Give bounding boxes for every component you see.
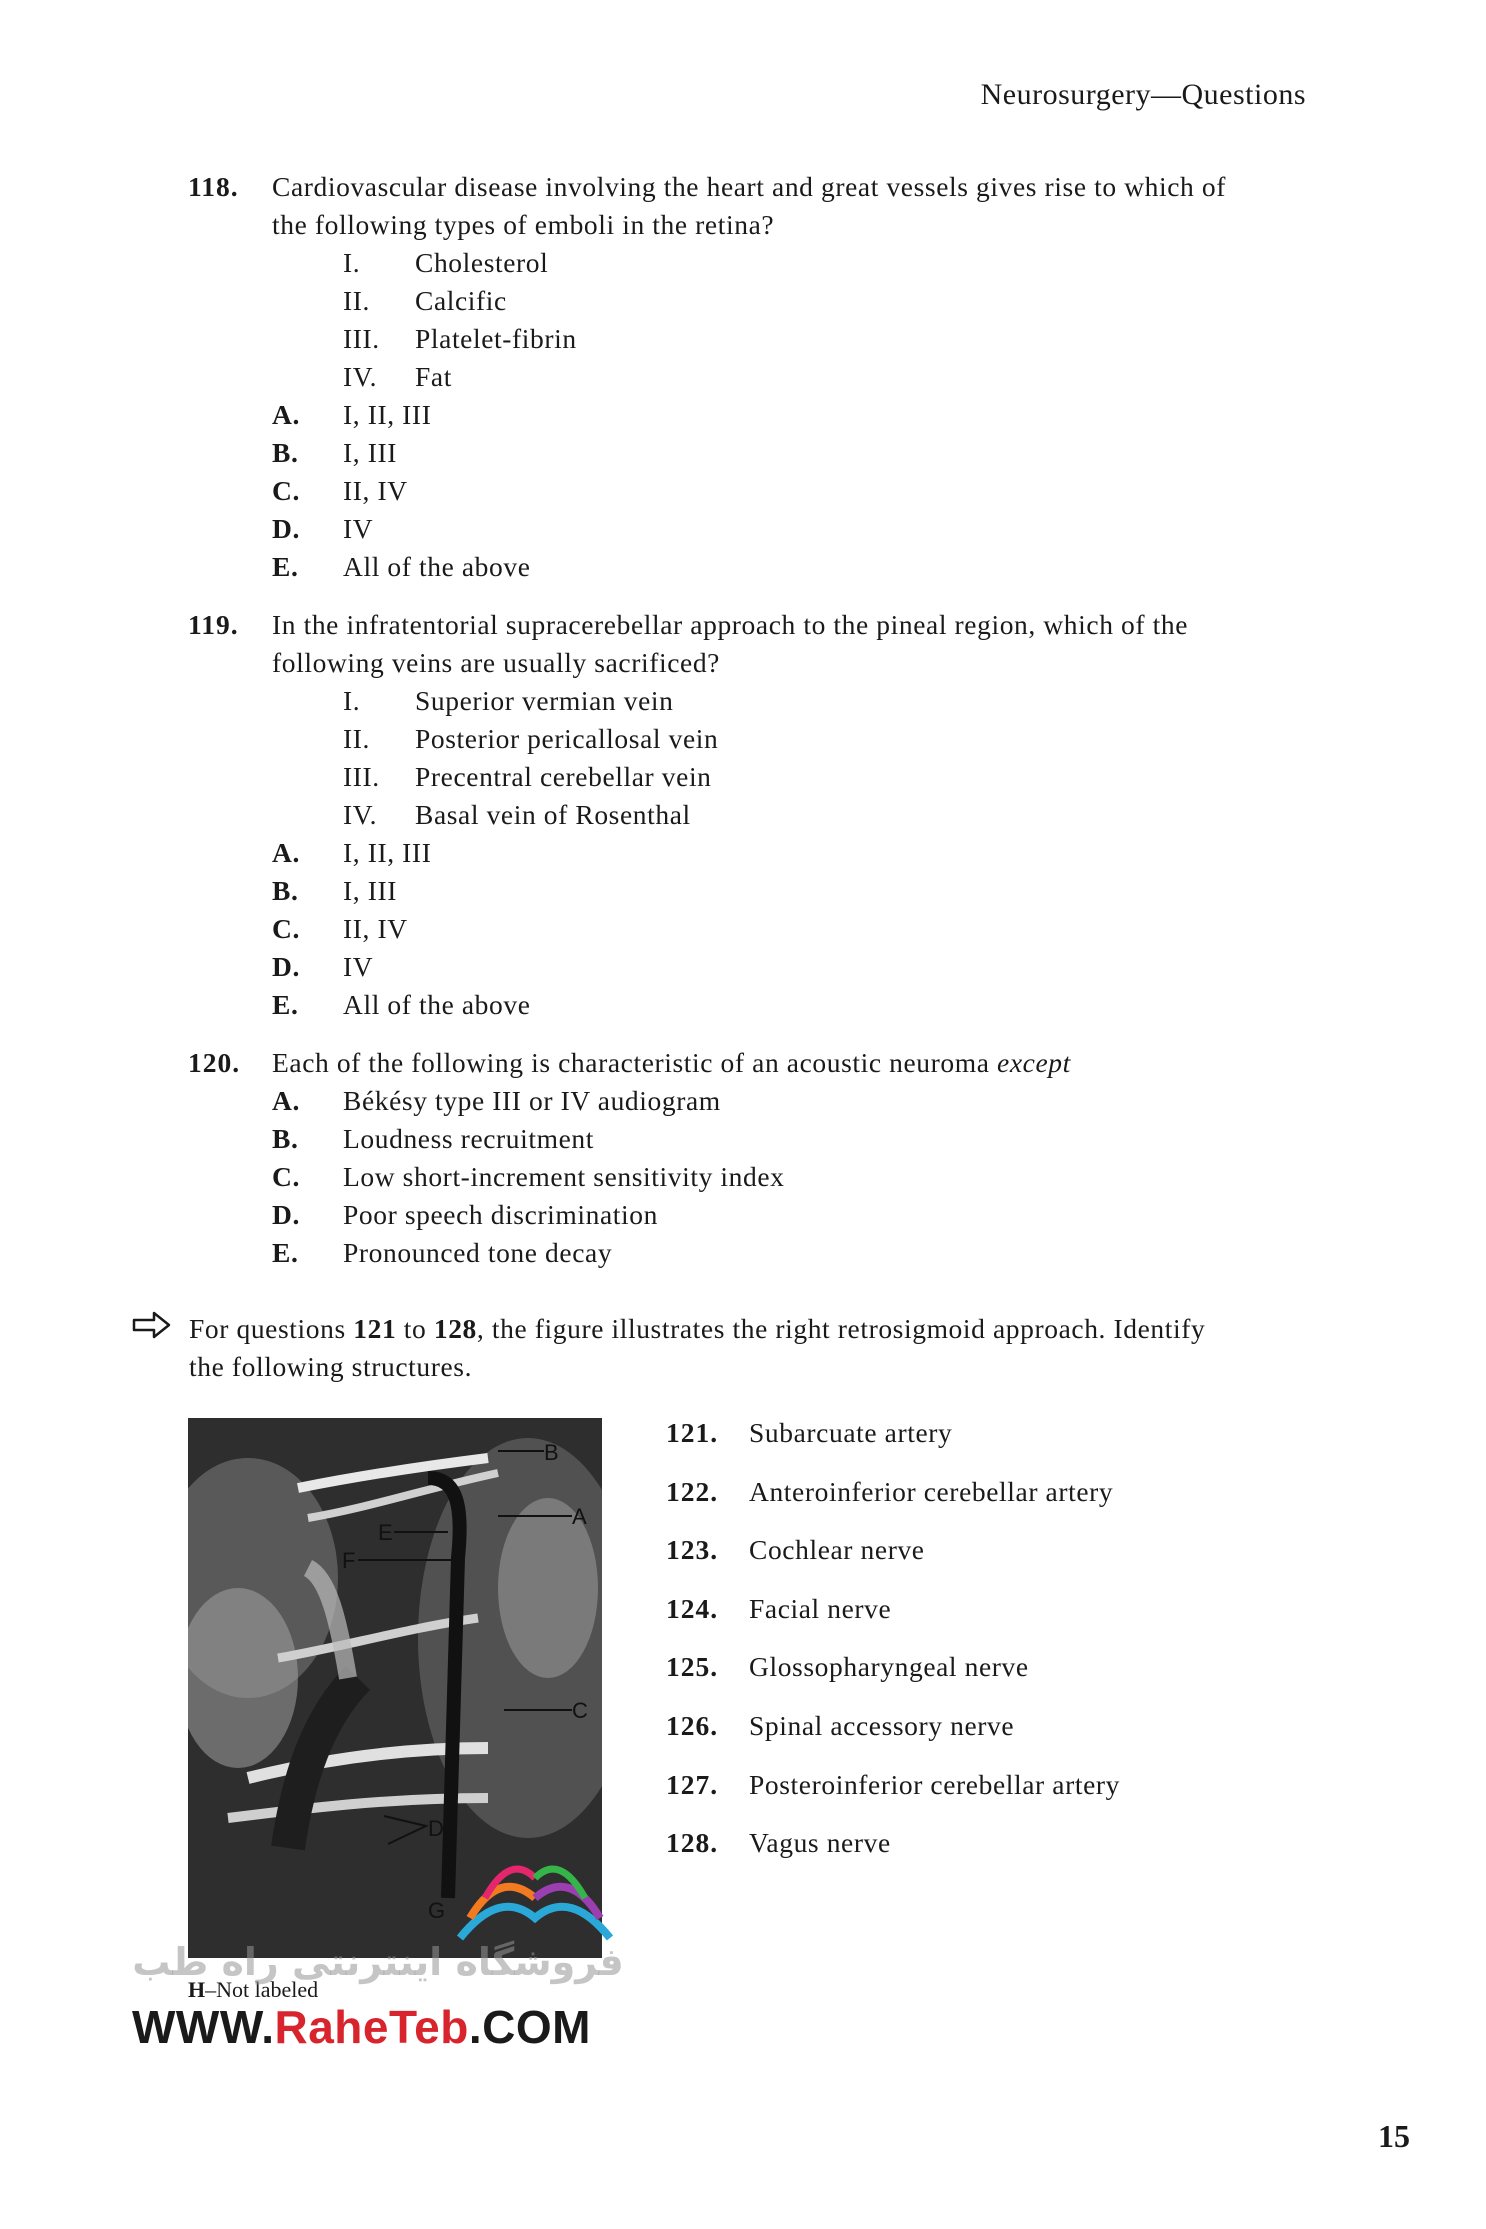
arrow-right-icon (132, 1310, 172, 1340)
choice-text: IV (343, 951, 374, 982)
question-stem (272, 1044, 1318, 1082)
item-text: Vagus nerve (749, 1827, 891, 1859)
question-number: 119. (188, 609, 239, 640)
page-number: 15 (1378, 2118, 1410, 2154)
choice-key: C. (272, 913, 300, 944)
stem-line: Cardiovascular disease involving the heart and great vessels gives rise to which of (272, 171, 1226, 202)
figure-label-b: B (544, 1440, 559, 1465)
choice-key: A. (272, 837, 300, 868)
answer-choice (188, 396, 1318, 434)
roman-key: IV. (343, 361, 378, 392)
choice-text: I, II, III (343, 837, 432, 868)
caption-text: –Not labeled (205, 1977, 319, 2002)
item-number: 125. (666, 1651, 719, 1683)
stem-emphasis: except (997, 1047, 1071, 1078)
roman-option (188, 682, 1318, 720)
answer-choice (188, 510, 1318, 548)
choice-text: I, II, III (343, 399, 432, 430)
roman-text: Cholesterol (415, 247, 549, 278)
choice-text: I, III (343, 437, 397, 468)
choice-text: Pronounced tone decay (343, 1237, 613, 1268)
figure-label-g: G (428, 1898, 446, 1923)
answer-choice (188, 986, 1318, 1024)
instruction-text: , the figure illustrates the right retrosigmoid approach. Identify (476, 1313, 1206, 1344)
watermark-persian-text: فروشگاه اینترنتی راه طب (132, 1940, 624, 1984)
roman-key: III. (343, 761, 380, 792)
answer-choice (188, 548, 1318, 586)
question-range-start: 121 (353, 1313, 397, 1344)
choice-key: E. (272, 989, 299, 1020)
item-text: Facial nerve (749, 1592, 892, 1624)
question-stem (272, 168, 1318, 244)
stem-line: In the infratentorial supracerebellar approach to the pineal region, which of the (272, 609, 1189, 640)
url-part: .COM (468, 2001, 591, 2053)
item-number: 121. (666, 1417, 719, 1448)
choice-text: Loudness recruitment (343, 1123, 595, 1154)
choice-text: II, IV (343, 913, 408, 944)
choice-key: B. (272, 1123, 299, 1154)
figure-label-a: A (572, 1504, 587, 1529)
instruction-line (189, 1310, 1332, 1348)
item-number: 126. (666, 1709, 719, 1741)
choice-text: Low short-increment sensitivity index (343, 1161, 785, 1192)
roman-text: Fat (415, 361, 452, 392)
question-stem (272, 606, 1318, 682)
figure-label-c: C (572, 1698, 588, 1723)
caption-key: H (188, 1977, 206, 2002)
figure-label-f: F (342, 1548, 356, 1573)
item-number: 123. (666, 1534, 719, 1566)
answer-choice (188, 472, 1318, 510)
book-logo-icon (450, 1848, 620, 1948)
question-number: 118. (188, 171, 239, 202)
choice-key: D. (272, 1199, 300, 1230)
question-number: 120. (188, 1047, 241, 1078)
choice-text: I, III (343, 875, 397, 906)
answer-choice (188, 434, 1318, 472)
answer-choice (188, 1234, 1318, 1272)
item-number: 127. (666, 1768, 719, 1800)
roman-option (188, 796, 1318, 834)
roman-option (188, 320, 1318, 358)
item-number: 122. (666, 1475, 719, 1507)
choice-text: Békésy type III or IV audiogram (343, 1085, 721, 1116)
choice-text: All of the above (343, 989, 531, 1020)
roman-key: I. (343, 247, 361, 278)
answer-choice (188, 1158, 1318, 1196)
choice-key: A. (272, 399, 300, 430)
instruction-text: For questions (189, 1313, 354, 1344)
roman-text: Posterior pericallosal vein (415, 723, 719, 754)
question-range-end: 128 (433, 1313, 477, 1344)
figure-label-e: E (378, 1520, 393, 1545)
answer-choice (188, 948, 1318, 986)
roman-key: I. (343, 685, 361, 716)
choice-key: A. (272, 1085, 300, 1116)
item-text: Anteroinferior cerebellar artery (749, 1475, 1114, 1507)
item-text: Glossopharyngeal nerve (749, 1651, 1029, 1683)
roman-option (188, 758, 1318, 796)
roman-text: Basal vein of Rosenthal (415, 799, 691, 830)
item-text: Subarcuate artery (749, 1417, 953, 1448)
choice-key: E. (272, 551, 299, 582)
item-text: Spinal accessory nerve (749, 1709, 1015, 1741)
answer-choice (188, 1120, 1318, 1158)
url-brand: RaheTeb (274, 2001, 469, 2053)
roman-text: Precentral cerebellar vein (415, 761, 712, 792)
stem-line: the following types of emboli in the retina? (272, 209, 775, 240)
choice-key: E. (272, 1237, 299, 1268)
question-120 (188, 1044, 1318, 1272)
roman-option (188, 720, 1318, 758)
instruction-line: the following structures. (189, 1351, 473, 1382)
choice-key: B. (272, 437, 299, 468)
choice-key: D. (272, 951, 300, 982)
roman-key: II. (343, 723, 370, 754)
choice-text: IV (343, 513, 374, 544)
choice-text: All of the above (343, 551, 531, 582)
choice-key: C. (272, 475, 300, 506)
answer-choice (188, 834, 1318, 872)
roman-text: Superior vermian vein (415, 685, 674, 716)
item-text: Cochlear nerve (749, 1534, 925, 1566)
running-head: Neurosurgery—Questions (980, 78, 1306, 111)
item-number: 128. (666, 1827, 719, 1859)
choice-key: B. (272, 875, 299, 906)
figure-label-d: D (428, 1816, 444, 1841)
roman-text: Platelet-fibrin (415, 323, 577, 354)
roman-option (188, 282, 1318, 320)
answer-choice (188, 1082, 1318, 1120)
watermark-url (132, 2000, 591, 2054)
roman-option (188, 244, 1318, 282)
question-119 (188, 606, 1318, 1024)
answer-choice (188, 910, 1318, 948)
item-number: 124. (666, 1592, 719, 1624)
answer-choice (188, 872, 1318, 910)
choice-key: D. (272, 513, 300, 544)
stem-text: Each of the following is characteristic of an acoustic neuroma (272, 1047, 998, 1078)
answer-choice (188, 1196, 1318, 1234)
roman-text: Calcific (415, 285, 507, 316)
item-text: Posteroinferior cerebellar artery (749, 1768, 1121, 1800)
stem-line: following veins are usually sacrificed? (272, 647, 720, 678)
roman-option (188, 358, 1318, 396)
roman-key: IV. (343, 799, 378, 830)
roman-key: II. (343, 285, 370, 316)
choice-text: II, IV (343, 475, 408, 506)
choice-key: C. (272, 1161, 300, 1192)
question-118 (188, 168, 1318, 586)
instruction-text: to (396, 1313, 434, 1344)
roman-key: III. (343, 323, 380, 354)
url-part: WWW. (132, 2001, 275, 2053)
choice-text: Poor speech discrimination (343, 1199, 658, 1230)
figure-instruction (132, 1310, 1332, 1386)
